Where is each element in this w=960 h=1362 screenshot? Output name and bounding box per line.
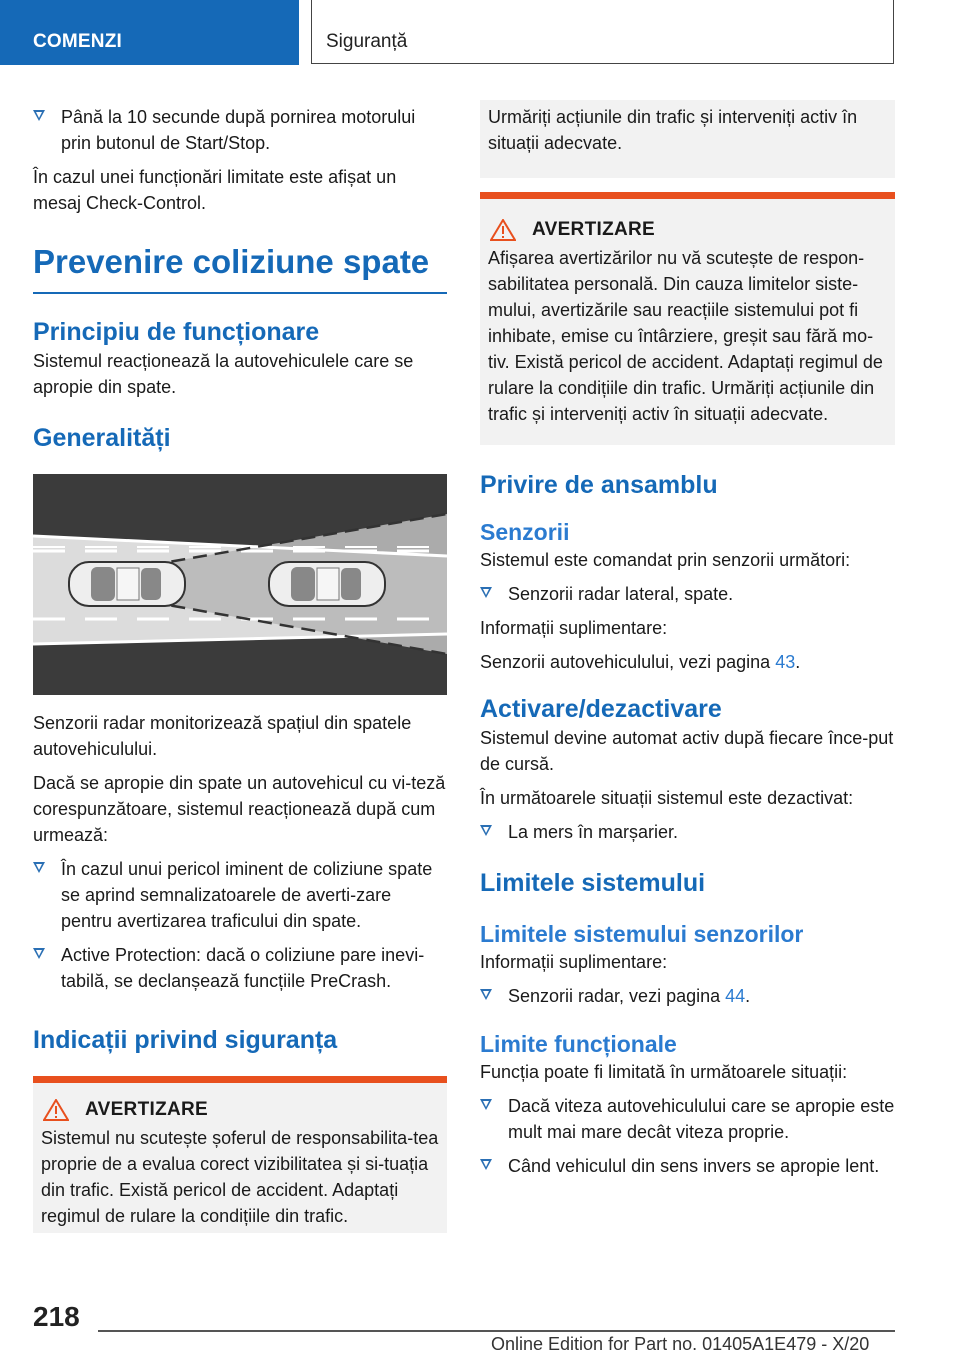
car-icon — [69, 562, 185, 606]
section-tab — [0, 0, 299, 65]
heading-sensor-limits: Limitele sistemului senzorilor — [480, 921, 804, 947]
heading-limits: Limitele sistemului — [480, 869, 706, 897]
paragraph: Senzorii autovehiculului, vezi pagina 43. — [480, 652, 801, 672]
bullet-triangle-icon — [480, 1159, 492, 1170]
warning-bar — [33, 1076, 447, 1083]
page-number: 218 — [33, 1301, 80, 1332]
title-rule — [33, 292, 447, 294]
heading-functional-limits: Limite funcționale — [480, 1031, 677, 1057]
warning-box — [33, 1076, 447, 1233]
section-title: COMENZI — [33, 31, 123, 52]
list-item: Senzorii radar, vezi pagina 44. — [480, 983, 895, 1009]
warning-text: Urmăriți acțiunile din trafic și interveniți activ în situații adecvate. — [488, 107, 858, 153]
bullet-triangle-icon — [33, 862, 45, 873]
paragraph: Sistemul devine automat activ după fiecare înce‐put de cursă. — [480, 728, 894, 774]
heading-principle: Principiu de funcționare — [33, 318, 320, 346]
warning-triangle-icon — [490, 219, 516, 241]
left-column — [33, 100, 447, 1233]
paragraph: Senzorii radar monitorizează spațiul din spatele autovehiculului. — [33, 713, 412, 759]
paragraph: În cazul unei funcționări limitate este afișat un mesaj Check-Control. — [33, 167, 397, 213]
footer-rule — [98, 1330, 895, 1332]
warning-triangle-icon — [43, 1099, 69, 1121]
bullet-triangle-icon — [480, 989, 492, 1000]
list-item: Active Protection: dacă o coliziune pare inevi‐tabilă, se declanșează funcțiile PreCrash. — [33, 942, 447, 994]
list-item: Senzorii radar lateral, spate. — [480, 581, 895, 607]
paragraph: Sistemul reacționează la autovehiculele care se apropie din spate. — [33, 351, 414, 397]
list-item: Dacă viteza autovehiculului care se apropie este mult mai mare decât viteza proprie. — [480, 1093, 895, 1145]
rear-radar-diagram — [33, 474, 447, 695]
heading-overview: Privire de ansamblu — [480, 471, 718, 499]
right-column — [480, 100, 895, 1179]
list-item: În cazul unui pericol iminent de coliziune spate se aprind semnalizatoarele de averti‐zare pentru avertizarea traficului din spate. — [33, 856, 447, 934]
warning-box — [480, 192, 895, 445]
warning-text: Afișarea avertizărilor nu vă scutește de respon‐sabilitatea personală. Din cauza limitelor siste‐mului, avertizările sau reacțiile sistemului pot fi inhibate, emise cu întârziere, greșit sau fără mo‐tiv. Există pericol de accident. Adaptați regimul de rulare la condițiile din trafic. Urmăriți acțiunile din trafic și interveniți activ în situații adecvate. — [488, 248, 883, 424]
list-item: La mers în marșarier. — [480, 819, 895, 845]
rear-radar-figure — [33, 474, 447, 700]
chapter-header — [311, 0, 894, 64]
bullet-triangle-icon — [480, 825, 492, 836]
paragraph: Informații suplimentare: — [480, 618, 668, 638]
paragraph: Informații suplimentare: — [480, 952, 668, 972]
paragraph: În următoarele situații sistemul este dezactivat: — [480, 788, 854, 808]
bullet-triangle-icon — [33, 110, 45, 121]
heading-activate: Activare/dezactivare — [480, 695, 722, 723]
warning-box-continued — [480, 100, 895, 178]
heading-safety: Indicații privind siguranța — [33, 1026, 338, 1054]
paragraph: Dacă se apropie din spate un autovehicul cu vi‐teză corespunzătoare, sistemul reacționează după cum urmează: — [33, 773, 446, 845]
heading-general: Generalități — [33, 424, 171, 452]
car-icon — [269, 562, 385, 606]
bullet-triangle-icon — [33, 948, 45, 959]
paragraph: Sistemul este comandat prin senzorii următori: — [480, 550, 851, 570]
list-item: Până la 10 secunde după pornirea motorului prin butonul de Start/Stop. — [33, 104, 447, 156]
warning-title: AVERTIZARE — [85, 1099, 208, 1120]
heading-sensors: Senzorii — [480, 519, 570, 545]
bullet-triangle-icon — [480, 1099, 492, 1110]
list-item: Când vehiculul din sens invers se apropie lent. — [480, 1153, 895, 1179]
page-link[interactable]: 43 — [775, 652, 796, 672]
page-title: Prevenire coliziune spate — [33, 243, 430, 280]
bullet-triangle-icon — [480, 587, 492, 598]
edition-note: Online Edition for Part no. 01405A1E479 - X/20 — [491, 1334, 870, 1354]
chapter-title: Siguranță — [326, 31, 408, 52]
paragraph: Funcția poate fi limitată în următoarele situații: — [480, 1062, 848, 1082]
page-link[interactable]: 44 — [725, 986, 746, 1006]
warning-bar — [480, 192, 895, 199]
warning-title: AVERTIZARE — [532, 219, 655, 240]
warning-text: Sistemul nu scutește șoferul de responsabilita‐tea proprie de a evalua corect vizibilitatea și si‐tuația din trafic. Există pericol de accident. Adaptați regimul de rulare la condițiile din trafic. — [41, 1128, 439, 1226]
